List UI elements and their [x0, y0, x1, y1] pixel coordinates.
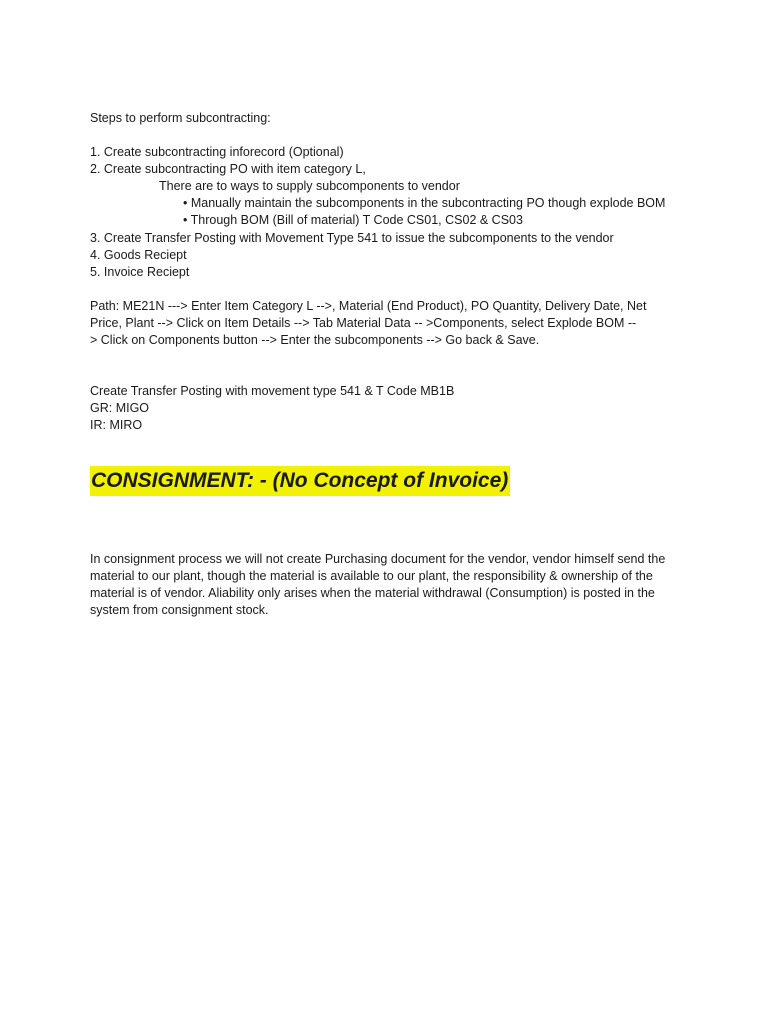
consignment-heading: CONSIGNMENT: - (No Concept of Invoice)	[90, 466, 510, 496]
step-2: 2. Create subcontracting PO with item category L,	[90, 162, 366, 176]
step-2-subtext: There are to ways to supply subcomponents to vendor	[159, 179, 460, 193]
step-2-bullet-2: • Through BOM (Bill of material) T Code CS01, CS02 & CS03	[183, 213, 523, 227]
consignment-line-4: system from consignment stock.	[90, 603, 269, 617]
path-line-1: Path: ME21N ---> Enter Item Category L -->, Material (End Product), PO Quantity, Delivery Date, Net	[90, 299, 647, 313]
step-2-bullet-1: • Manually maintain the subcomponents in the subcontracting PO though explode BOM	[183, 196, 666, 210]
transfer-line-1: Create Transfer Posting with movement type 541 & T Code MB1B	[90, 384, 455, 398]
transfer-line-3: IR: MIRO	[90, 418, 143, 432]
path-line-3: > Click on Components button --> Enter the subcomponents --> Go back & Save.	[90, 333, 540, 347]
consignment-heading-block	[90, 466, 510, 496]
intro-text: Steps to perform subcontracting:	[90, 111, 271, 125]
consignment-line-1: In consignment process we will not create Purchasing document for the vendor, vendor himself send the	[90, 552, 666, 566]
consignment-line-3: material is of vendor. Aliability only arises when the material withdrawal (Consumption) is posted in the	[90, 586, 655, 600]
step-3: 3. Create Transfer Posting with Movement Type 541 to issue the subcomponents to the vendor	[90, 231, 614, 245]
consignment-line-2: material to our plant, though the material is available to our plant, the responsibility & ownership of the	[90, 569, 653, 583]
step-5: 5. Invoice Reciept	[90, 265, 190, 279]
step-1: 1. Create subcontracting inforecord (Optional)	[90, 145, 344, 159]
transfer-line-2: GR: MIGO	[90, 401, 150, 415]
step-4: 4. Goods Reciept	[90, 248, 187, 262]
path-line-2: Price, Plant --> Click on Item Details --> Tab Material Data -- >Components, select Explode BOM --	[90, 316, 637, 330]
